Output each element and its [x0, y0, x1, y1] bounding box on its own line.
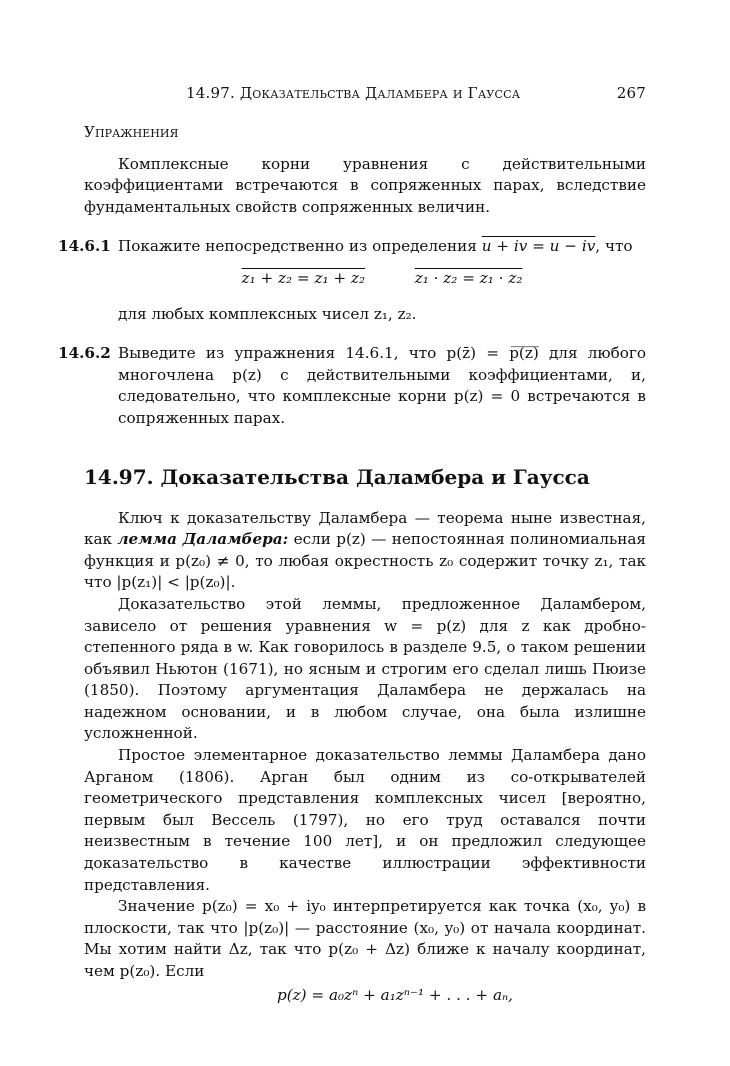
exercise-text-after: , что — [595, 237, 633, 256]
page-content — [58, 118, 647, 1006]
running-head-title: 14.97. Доказательства Даламбера и Гаусса — [186, 84, 521, 102]
exercise-number: 14.6.2 — [58, 344, 111, 363]
exercise-number: 14.6.1 — [58, 237, 111, 256]
page-number: 267 — [616, 84, 646, 102]
exercise-text — [118, 236, 646, 258]
paragraph-4: Значение p(z₀) = x₀ + iy₀ интерпретируется как точка (x₀, y₀) в плоскости, так что |p(z₀)| — расстояние (x₀, y₀) от начала координат. Мы хотим найти Δz, так что p(z₀ + Δz) ближе к началу координат, чем p(z₀). Если — [84, 897, 646, 980]
exercise-tail: для любых комплексных чисел z₁, z₂. — [118, 304, 417, 323]
exercise-14-6-2 — [58, 343, 646, 429]
exercise-14-6-1 — [58, 236, 646, 325]
paragraph-2: Доказательство этой леммы, предложенное Даламбером, зависело от решения уравнения w = p(z) для z как дробно-степенного ряда в w. Как говорилось в разделе 9.5, о таком решении объявил Ньютон (1671), но ясным и строгим его сделал лишь Пюизе (1850). Поэтому аргументация Даламбера не держалась на надежном основании, и в любом случае, она была излишне усложненной. — [84, 594, 646, 743]
exercise-text: Выведите из упражнения 14.6.1, что p(z̄) = p̅(̅z̅)̅ для любого многочлена p(z) с действительными коэффициентами, и, следовательно, что комплексные корни p(z) = 0 встречаются в сопряженных парах. — [118, 344, 646, 427]
section-title: 14.97. Доказательства Даламбера и Гаусса — [84, 464, 590, 489]
formula-product: z₁ · z₂ = z₁ · z₂ — [414, 268, 523, 287]
paragraph-1 — [84, 508, 646, 594]
running-head — [186, 84, 646, 102]
exercises-intro: Комплексные корни уравнения с действительными коэффициентами встречаются в сопряженных парах, вследствие фундаментальных свойств сопряженных величин. — [84, 154, 646, 216]
paragraph-1-start: Ключ к доказательству Даламбера — теорема ныне известная, как — [84, 508, 646, 549]
conjugate-definition: u + iv = u − iv — [481, 237, 596, 256]
paragraph-1-rest: если p(z) — непостоянная полиномиальная функция и p(z₀) ≠ 0, то любая окрестность z₀ содержит точку z₁, так что |p(z₁)| < |p(z₀)|. — [84, 530, 647, 592]
exercises-heading: Упражнения — [84, 123, 179, 141]
formula-sum: z₁ + z₂ = z₁ + z₂ — [241, 268, 366, 287]
exercise-text-before: Покажите непосредственно из определения — [118, 237, 477, 256]
polynomial-formula: p(z) = a₀zⁿ + a₁zⁿ⁻¹ + . . . + aₙ, — [277, 985, 513, 1004]
conjugate-formulas — [118, 268, 646, 290]
paragraph-3: Простое элементарное доказательство леммы Даламбера дано Арганом (1806). Арган был одним из со-открывателей геометрического представления комплексных чисел [вероятно, первым был Вессель (1797), но его труд оставался почти неизвестным в течение 100 лет], и он предложил следующее доказательство в качестве иллюстрации эффективности представления. — [84, 746, 646, 894]
lemma-term: лемма Даламбера: — [117, 530, 289, 549]
